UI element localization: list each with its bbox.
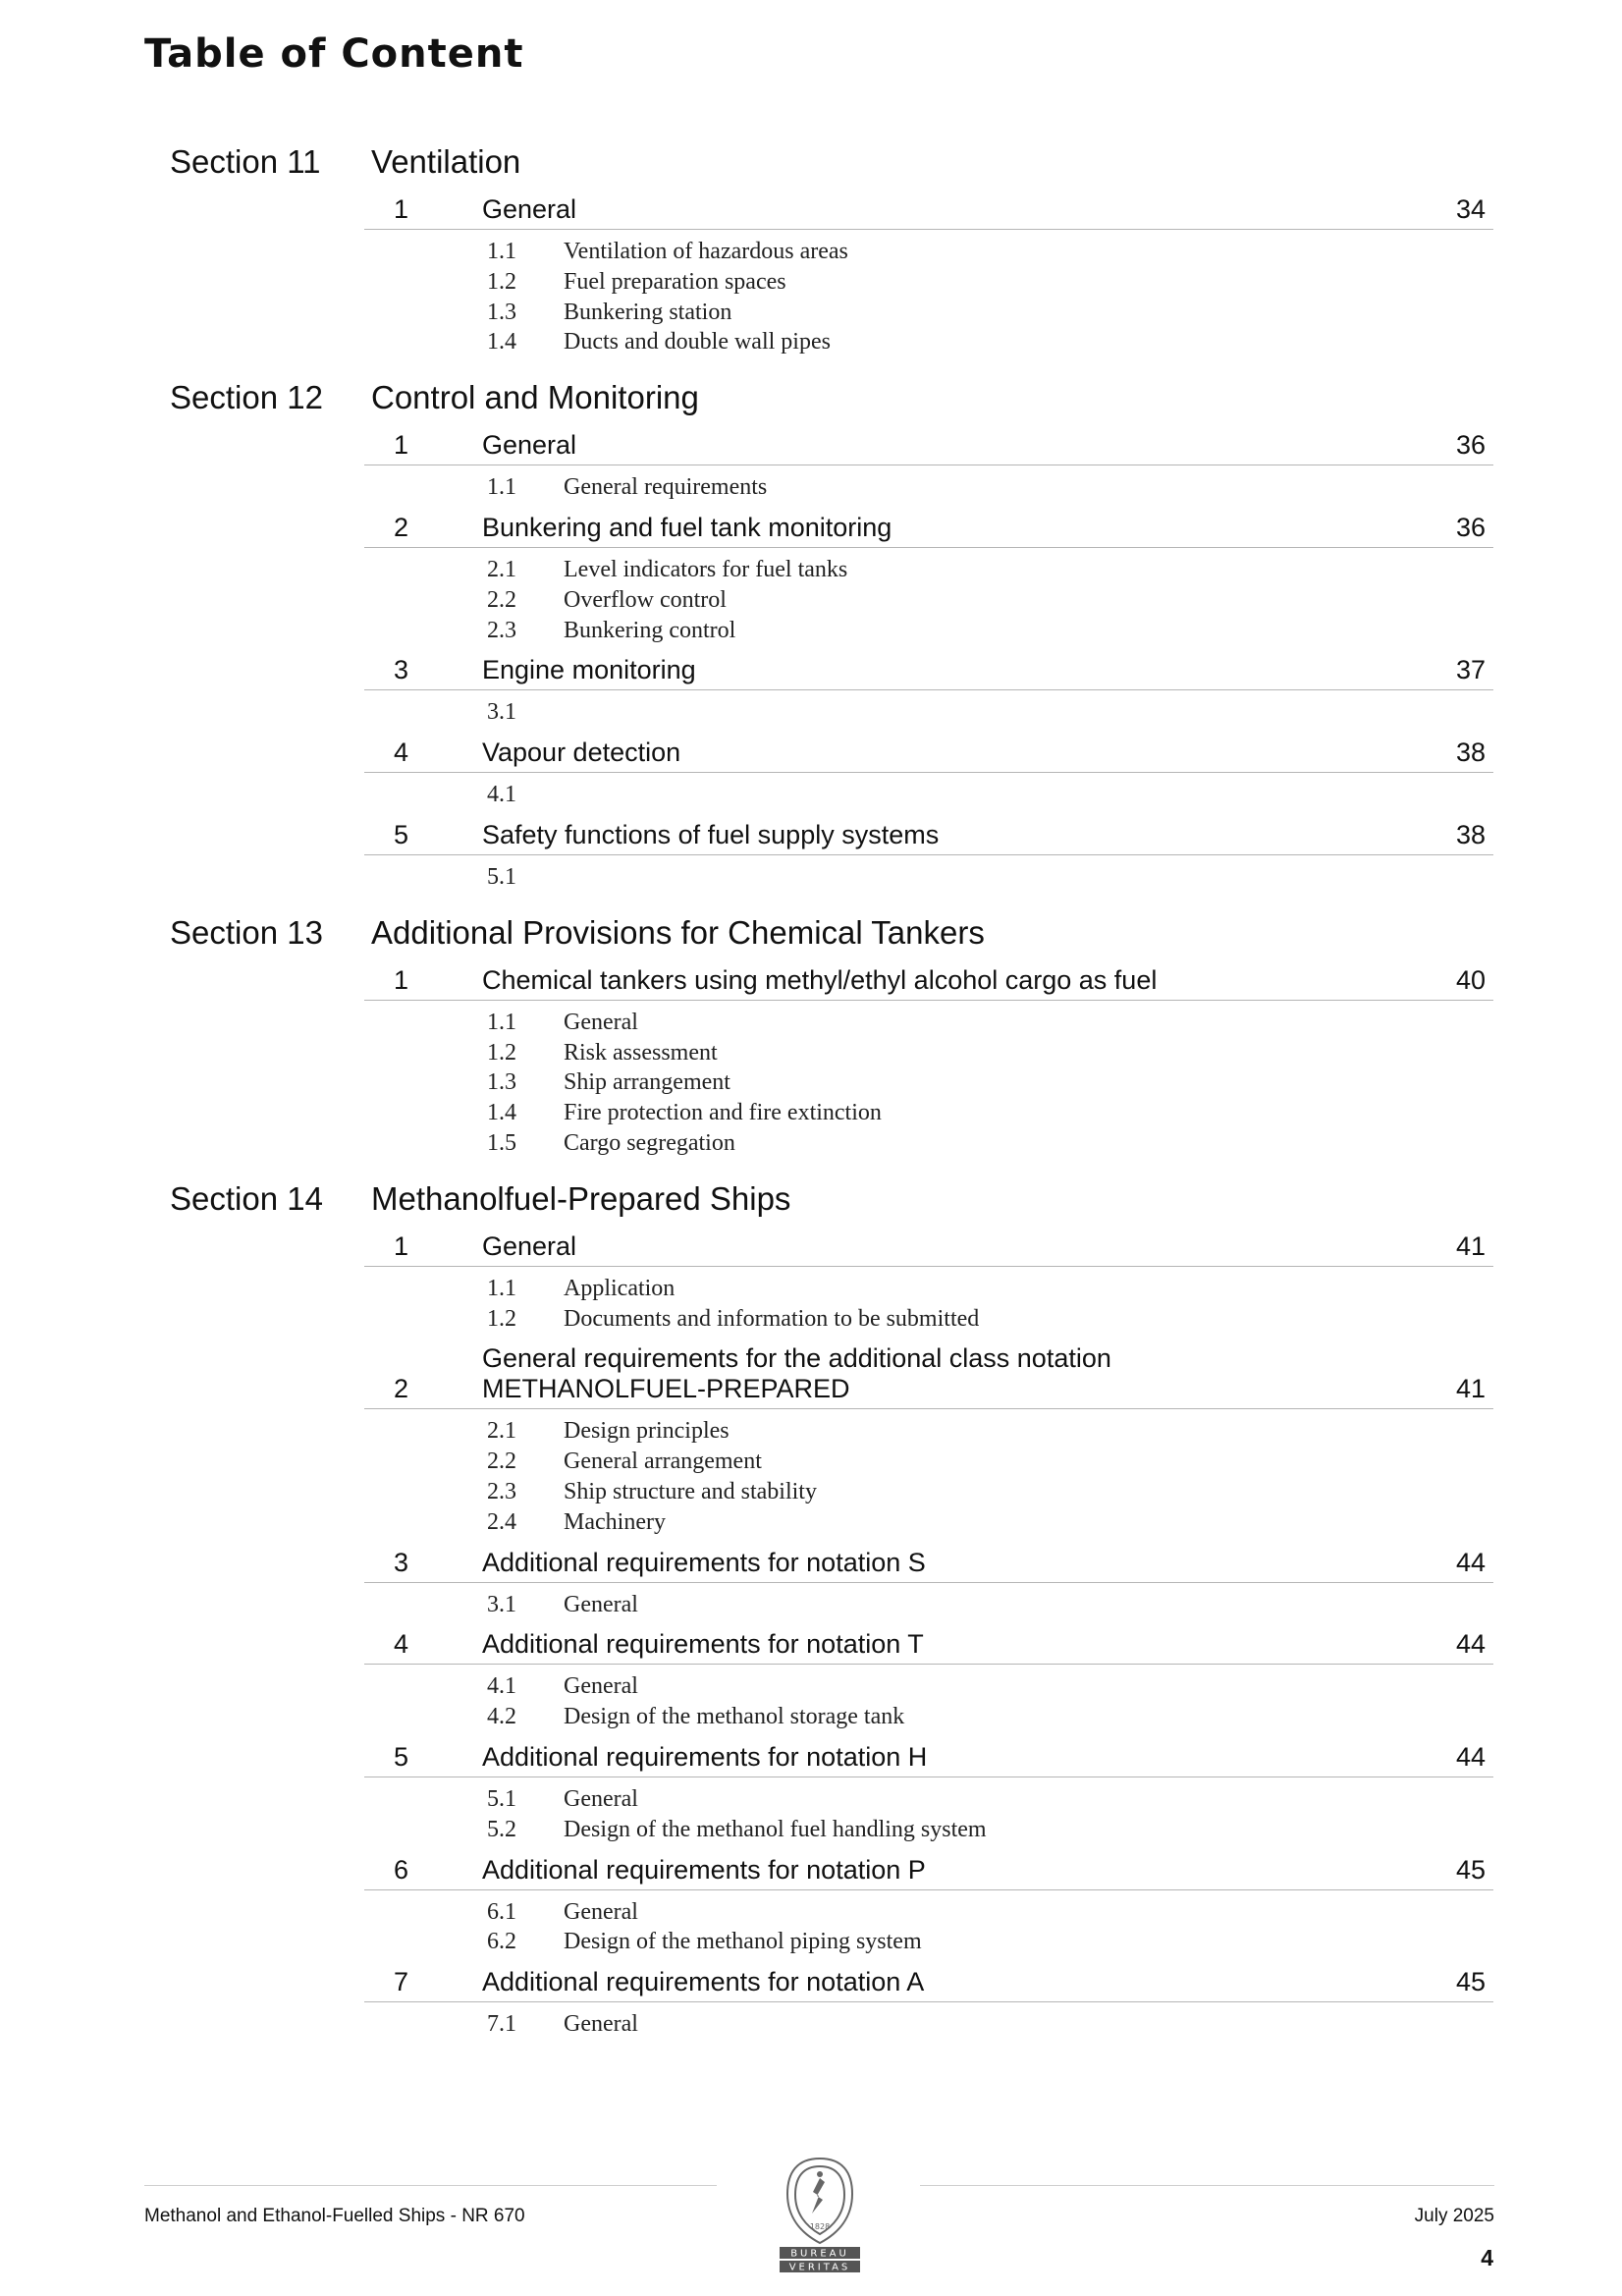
subsection-list [364, 1583, 1493, 1630]
subsection-title: Risk assessment [564, 1039, 718, 1066]
subsection-entry[interactable] [487, 1304, 1493, 1335]
subsection-entry[interactable] [487, 780, 1493, 810]
article-number: 3 [394, 655, 409, 685]
section-gap [0, 367, 1622, 379]
article-entry[interactable] [364, 430, 1493, 465]
subsection-number: 4.1 [487, 1673, 516, 1700]
subsection-number: 1.1 [487, 1009, 516, 1035]
subsection-number: 7.1 [487, 2011, 516, 2038]
subsection-entry[interactable] [487, 1447, 1493, 1477]
subsection-entry[interactable] [487, 1702, 1493, 1732]
article-number: 2 [394, 1374, 409, 1404]
subsection-number: 3.1 [487, 1591, 516, 1617]
article-entry[interactable] [364, 1855, 1493, 1890]
subsection-title: General requirements [564, 474, 768, 501]
subsection-number: 1.2 [487, 268, 516, 295]
subsection-list [364, 465, 1493, 513]
section-gap [0, 1169, 1622, 1180]
toc-article [364, 1231, 1493, 1344]
section-gap [0, 902, 1622, 914]
subsection-title: General [564, 1785, 638, 1812]
subsection-list [364, 1409, 1493, 1547]
article-number: 7 [394, 1967, 409, 1997]
subsection-list [364, 230, 1493, 367]
article-page-number: 40 [1455, 964, 1486, 995]
subsection-number: 1.2 [487, 1039, 516, 1066]
section-label: Section 12 [170, 379, 323, 416]
subsection-entry[interactable] [487, 862, 1493, 893]
subsection-list [364, 1890, 1493, 1968]
article-page-number: 45 [1455, 1967, 1486, 1997]
toc-article [364, 513, 1493, 655]
subsection-entry[interactable] [487, 298, 1493, 328]
subsection-entry[interactable] [487, 1671, 1493, 1702]
subsection-entry[interactable] [487, 1274, 1493, 1304]
subsection-entry[interactable] [487, 1590, 1493, 1620]
subsection-entry[interactable] [487, 585, 1493, 616]
subsection-list [364, 1001, 1493, 1169]
article-number: 5 [394, 1741, 409, 1772]
subsection-entry[interactable] [487, 616, 1493, 646]
subsection-number: 1.3 [487, 1069, 516, 1096]
article-entry[interactable] [364, 1548, 1493, 1583]
subsection-title: Overflow control [564, 586, 727, 613]
article-page-number: 41 [1455, 1230, 1486, 1261]
subsection-entry[interactable] [487, 1098, 1493, 1128]
subsection-number: 1.4 [487, 329, 516, 355]
article-number: 2 [394, 512, 409, 542]
toc-article [364, 1967, 1493, 2050]
subsection-number: 2.4 [487, 1508, 516, 1535]
article-number: 1 [394, 194, 409, 224]
article-entry[interactable] [364, 1742, 1493, 1777]
article-entry[interactable] [364, 1967, 1493, 2002]
subsection-number: 2.1 [487, 556, 516, 582]
section-label: Section 13 [170, 913, 323, 951]
subsection-title: Fuel preparation spaces [564, 268, 786, 295]
toc-section [0, 379, 1622, 902]
page-title: Table of Content [144, 31, 524, 77]
subsection-entry[interactable] [487, 237, 1493, 267]
subsection-title: Level indicators for fuel tanks [564, 556, 848, 582]
subsection-entry[interactable] [487, 1784, 1493, 1815]
subsection-number: 4.2 [487, 1704, 516, 1730]
subsection-number: 6.1 [487, 1898, 516, 1925]
toc-article [364, 965, 1493, 1169]
article-title: Bunkering and fuel tank monitoring [482, 512, 892, 542]
article-title: General [482, 430, 577, 461]
toc-article [364, 1855, 1493, 1968]
subsection-number: 1.4 [487, 1100, 516, 1126]
article-title: Additional requirements for notation A [482, 1967, 925, 1997]
section-label: Section 14 [170, 1179, 323, 1217]
article-entry[interactable] [364, 738, 1493, 773]
subsection-list [364, 773, 1493, 820]
toc-article [364, 820, 1493, 902]
subsection-title: Design of the methanol piping system [564, 1929, 922, 1955]
subsection-number: 2.2 [487, 586, 516, 613]
toc-article [364, 194, 1493, 367]
toc-section [0, 143, 1622, 367]
article-page-number: 34 [1455, 194, 1486, 224]
subsection-number: 1.3 [487, 299, 516, 325]
toc-section [0, 914, 1622, 1169]
article-number: 4 [394, 738, 409, 768]
subsection-title: Ventilation of hazardous areas [564, 239, 848, 264]
section-heading[interactable] [0, 379, 1622, 430]
article-page-number: 44 [1455, 1741, 1486, 1772]
toc-section [0, 1180, 1622, 2050]
section-heading[interactable] [0, 143, 1622, 194]
subsection-number: 1.2 [487, 1305, 516, 1332]
article-page-number: 38 [1455, 738, 1486, 768]
subsection-title: Ducts and double wall pipes [564, 329, 831, 355]
subsection-title: General [564, 1898, 638, 1925]
article-number: 1 [394, 964, 409, 995]
subsection-entry[interactable] [487, 327, 1493, 357]
subsection-number: 2.1 [487, 1418, 516, 1445]
subsection-list [364, 855, 1493, 902]
subsection-entry[interactable] [487, 555, 1493, 585]
article-page-number: 37 [1455, 655, 1486, 685]
toc-article [364, 430, 1493, 513]
subsection-number: 5.1 [487, 1785, 516, 1812]
toc-article [364, 1629, 1493, 1742]
article-title: Engine monitoring [482, 655, 696, 685]
article-title: General [482, 194, 577, 224]
section-heading[interactable] [0, 914, 1622, 965]
section-title: Methanolfuel-Prepared Ships [371, 1179, 791, 1217]
subsection-title: Bunkering station [564, 299, 732, 325]
article-entry[interactable] [364, 820, 1493, 855]
subsection-title: Ship arrangement [564, 1069, 730, 1096]
bureau-veritas-logo [768, 2153, 872, 2275]
article-number: 4 [394, 1629, 409, 1660]
subsection-list [364, 1777, 1493, 1855]
article-entry[interactable] [364, 1231, 1493, 1267]
footer-divider-right [920, 2185, 1494, 2186]
section-title: Additional Provisions for Chemical Tankers [371, 913, 985, 951]
subsection-title: General [564, 2011, 638, 2038]
subsection-entry[interactable] [487, 697, 1493, 728]
subsection-list [364, 548, 1493, 655]
footer-date: July 2025 [1414, 2206, 1494, 2226]
section-heading[interactable] [0, 1180, 1622, 1231]
footer-document-title: Methanol and Ethanol-Fuelled Ships - NR 670 [144, 2206, 525, 2226]
subsection-number: 1.5 [487, 1129, 516, 1156]
subsection-list [364, 1267, 1493, 1344]
toc-article [364, 1343, 1493, 1547]
subsection-entry[interactable] [487, 267, 1493, 298]
toc-article [364, 1548, 1493, 1630]
article-title: General requirements for the additional class notation METHANOLFUEL-PREPARED [482, 1343, 1111, 1404]
page-number: 4 [1481, 2245, 1493, 2270]
subsection-number: 1.1 [487, 239, 516, 264]
subsection-title: Bunkering control [564, 617, 736, 643]
subsection-title: Design of the methanol storage tank [564, 1704, 905, 1730]
article-page-number: 45 [1455, 1854, 1486, 1885]
subsection-number: 3.1 [487, 699, 516, 726]
article-title: Additional requirements for notation T [482, 1629, 924, 1660]
subsection-entry[interactable] [487, 1815, 1493, 1845]
subsection-entry[interactable] [487, 1897, 1493, 1928]
section-title: Ventilation [371, 143, 521, 180]
subsection-entry[interactable] [487, 1927, 1493, 1957]
subsection-title: Machinery [564, 1508, 666, 1535]
toc-article [364, 738, 1493, 820]
subsection-entry[interactable] [487, 1038, 1493, 1068]
article-entry[interactable] [364, 1629, 1493, 1665]
subsection-title: Application [564, 1275, 676, 1301]
subsection-number: 2.3 [487, 1478, 516, 1504]
article-entry[interactable] [364, 1343, 1493, 1409]
subsection-title: General [564, 1591, 638, 1617]
subsection-title: Fire protection and fire extinction [564, 1100, 882, 1126]
logo-word-bureau: BUREAU [790, 2248, 849, 2260]
article-page-number: 41 [1455, 1374, 1486, 1404]
subsection-entry[interactable] [487, 1067, 1493, 1098]
subsection-entry[interactable] [487, 2009, 1493, 2040]
article-page-number: 36 [1455, 512, 1486, 542]
subsection-title: General [564, 1009, 638, 1035]
article-number: 5 [394, 819, 409, 849]
subsection-title: General arrangement [564, 1449, 762, 1475]
article-page-number: 44 [1455, 1629, 1486, 1660]
subsection-title: Ship structure and stability [564, 1478, 817, 1504]
article-number: 1 [394, 1230, 409, 1261]
subsection-title: General [564, 1673, 638, 1700]
article-entry[interactable] [364, 513, 1493, 548]
article-title: General [482, 1230, 577, 1261]
toc-article [364, 655, 1493, 738]
table-of-contents [0, 143, 1622, 2050]
subsection-number: 5.2 [487, 1816, 516, 1842]
subsection-entry[interactable] [487, 1416, 1493, 1447]
article-page-number: 36 [1455, 430, 1486, 461]
subsection-number: 5.1 [487, 863, 516, 890]
subsection-list [364, 690, 1493, 738]
subsection-list [364, 2002, 1493, 2050]
subsection-number: 6.2 [487, 1929, 516, 1955]
footer-divider-left [144, 2185, 717, 2186]
article-number: 6 [394, 1854, 409, 1885]
subsection-entry[interactable] [487, 1128, 1493, 1159]
subsection-entry[interactable] [487, 1008, 1493, 1038]
article-entry[interactable] [364, 194, 1493, 230]
section-label: Section 11 [170, 143, 321, 180]
article-title: Chemical tankers using methyl/ethyl alcohol cargo as fuel [482, 964, 1158, 995]
subsection-title: Cargo segregation [564, 1129, 735, 1156]
subsection-entry[interactable] [487, 1507, 1493, 1538]
toc-article [364, 1742, 1493, 1855]
logo-word-veritas: VERITAS [788, 2262, 851, 2273]
article-page-number: 38 [1455, 819, 1486, 849]
subsection-number: 1.1 [487, 1275, 516, 1301]
article-entry[interactable] [364, 965, 1493, 1001]
article-title: Safety functions of fuel supply systems [482, 819, 940, 849]
subsection-title: Documents and information to be submitted [564, 1305, 980, 1332]
logo-year: 1828 [809, 2222, 831, 2231]
section-title: Control and Monitoring [371, 379, 699, 416]
subsection-number: 4.1 [487, 782, 516, 808]
article-entry[interactable] [364, 655, 1493, 690]
subsection-entry[interactable] [487, 472, 1493, 503]
article-title: Additional requirements for notation S [482, 1547, 926, 1577]
article-page-number: 44 [1455, 1547, 1486, 1577]
article-title: Additional requirements for notation P [482, 1854, 926, 1885]
subsection-title: Design of the methanol fuel handling system [564, 1816, 987, 1842]
article-number: 1 [394, 430, 409, 461]
article-title: Additional requirements for notation H [482, 1741, 928, 1772]
subsection-number: 2.3 [487, 617, 516, 643]
subsection-number: 2.2 [487, 1449, 516, 1475]
article-title: Vapour detection [482, 738, 681, 768]
subsection-list [364, 1665, 1493, 1742]
subsection-entry[interactable] [487, 1477, 1493, 1507]
article-number: 3 [394, 1547, 409, 1577]
subsection-title: Design principles [564, 1418, 730, 1445]
subsection-number: 1.1 [487, 474, 516, 501]
